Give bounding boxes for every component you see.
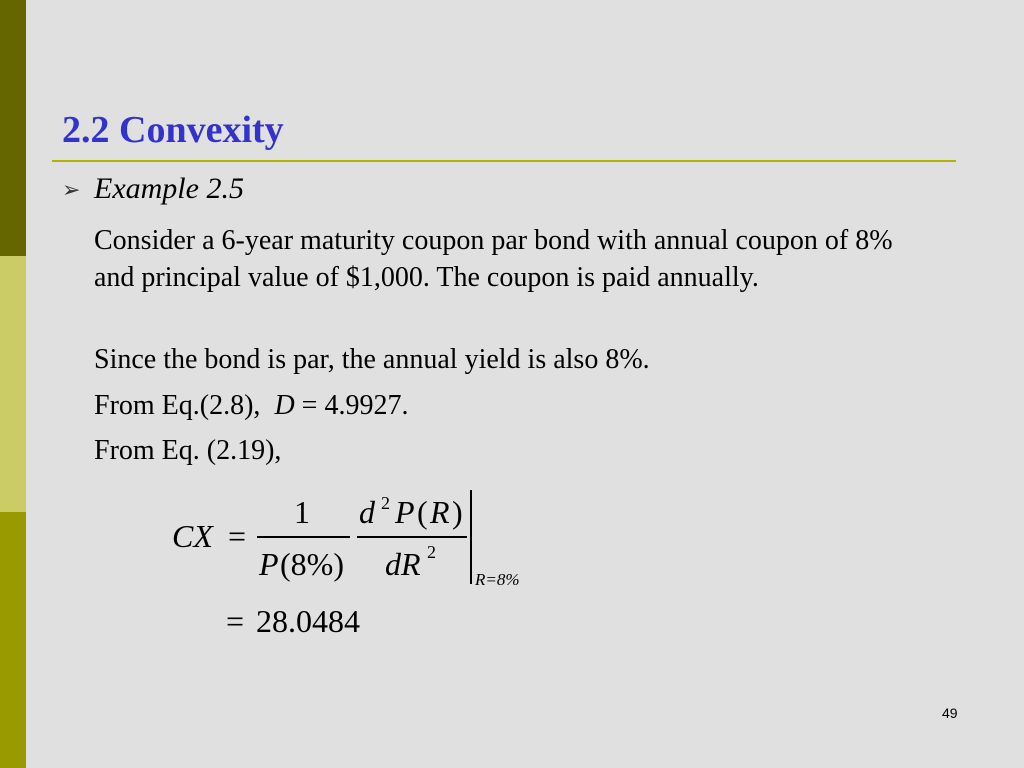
fraction1-denominator-var: P [259,546,279,582]
example-heading: Example 2.5 [94,172,244,205]
convexity-reference: From Eq. (2.19), [94,435,282,466]
fraction2-bar [357,536,467,538]
duration-value: = 4.9927. [294,390,409,421]
arrow-bullet-icon: ➢ [62,177,81,202]
duration-variable: D [274,390,295,421]
problem-statement: Consider a 6-year maturity coupon par bond with annual coupon of 8% and principal value of $1,000. The coupon is paid annually. [94,225,893,293]
fraction2-denominator-exponent: 2 [427,542,436,562]
sidebar-segment-middle [0,256,26,512]
sidebar-segment-bottom [0,512,26,768]
fraction2-numerator-open-paren: ( [417,494,428,530]
page-number: 49 [942,705,958,721]
formula-equals: = [228,518,247,554]
duration-reference: From Eq.(2.8), [94,390,261,421]
fraction2-numerator-close-paren: ) [452,494,463,530]
formula-lhs: CX [172,518,213,554]
title-divider [52,160,956,162]
slide-title: 2.2 Convexity [62,109,284,151]
fraction1-denominator-arg: (8%) [280,546,344,582]
result-value: 28.0484 [256,603,360,639]
sidebar-accent [0,0,26,768]
fraction2-numerator-d: d [359,494,375,530]
fraction1-bar [257,536,350,538]
fraction1-numerator: 1 [294,494,310,530]
duration-statement [94,387,934,424]
evaluation-bar [470,490,472,584]
evaluation-subscript [475,570,520,590]
fraction2-numerator-var: P [395,494,415,530]
evaluation-subscript-text: R=8% [475,570,520,589]
result-equals: = [226,603,245,639]
fraction2-denominator: dR [385,546,421,582]
fraction2-numerator-arg: R [430,494,450,530]
sidebar-segment-top [0,0,26,256]
fraction2-numerator-exponent: 2 [381,493,390,513]
yield-statement: Since the bond is par, the annual yield is also 8%. [94,344,650,375]
